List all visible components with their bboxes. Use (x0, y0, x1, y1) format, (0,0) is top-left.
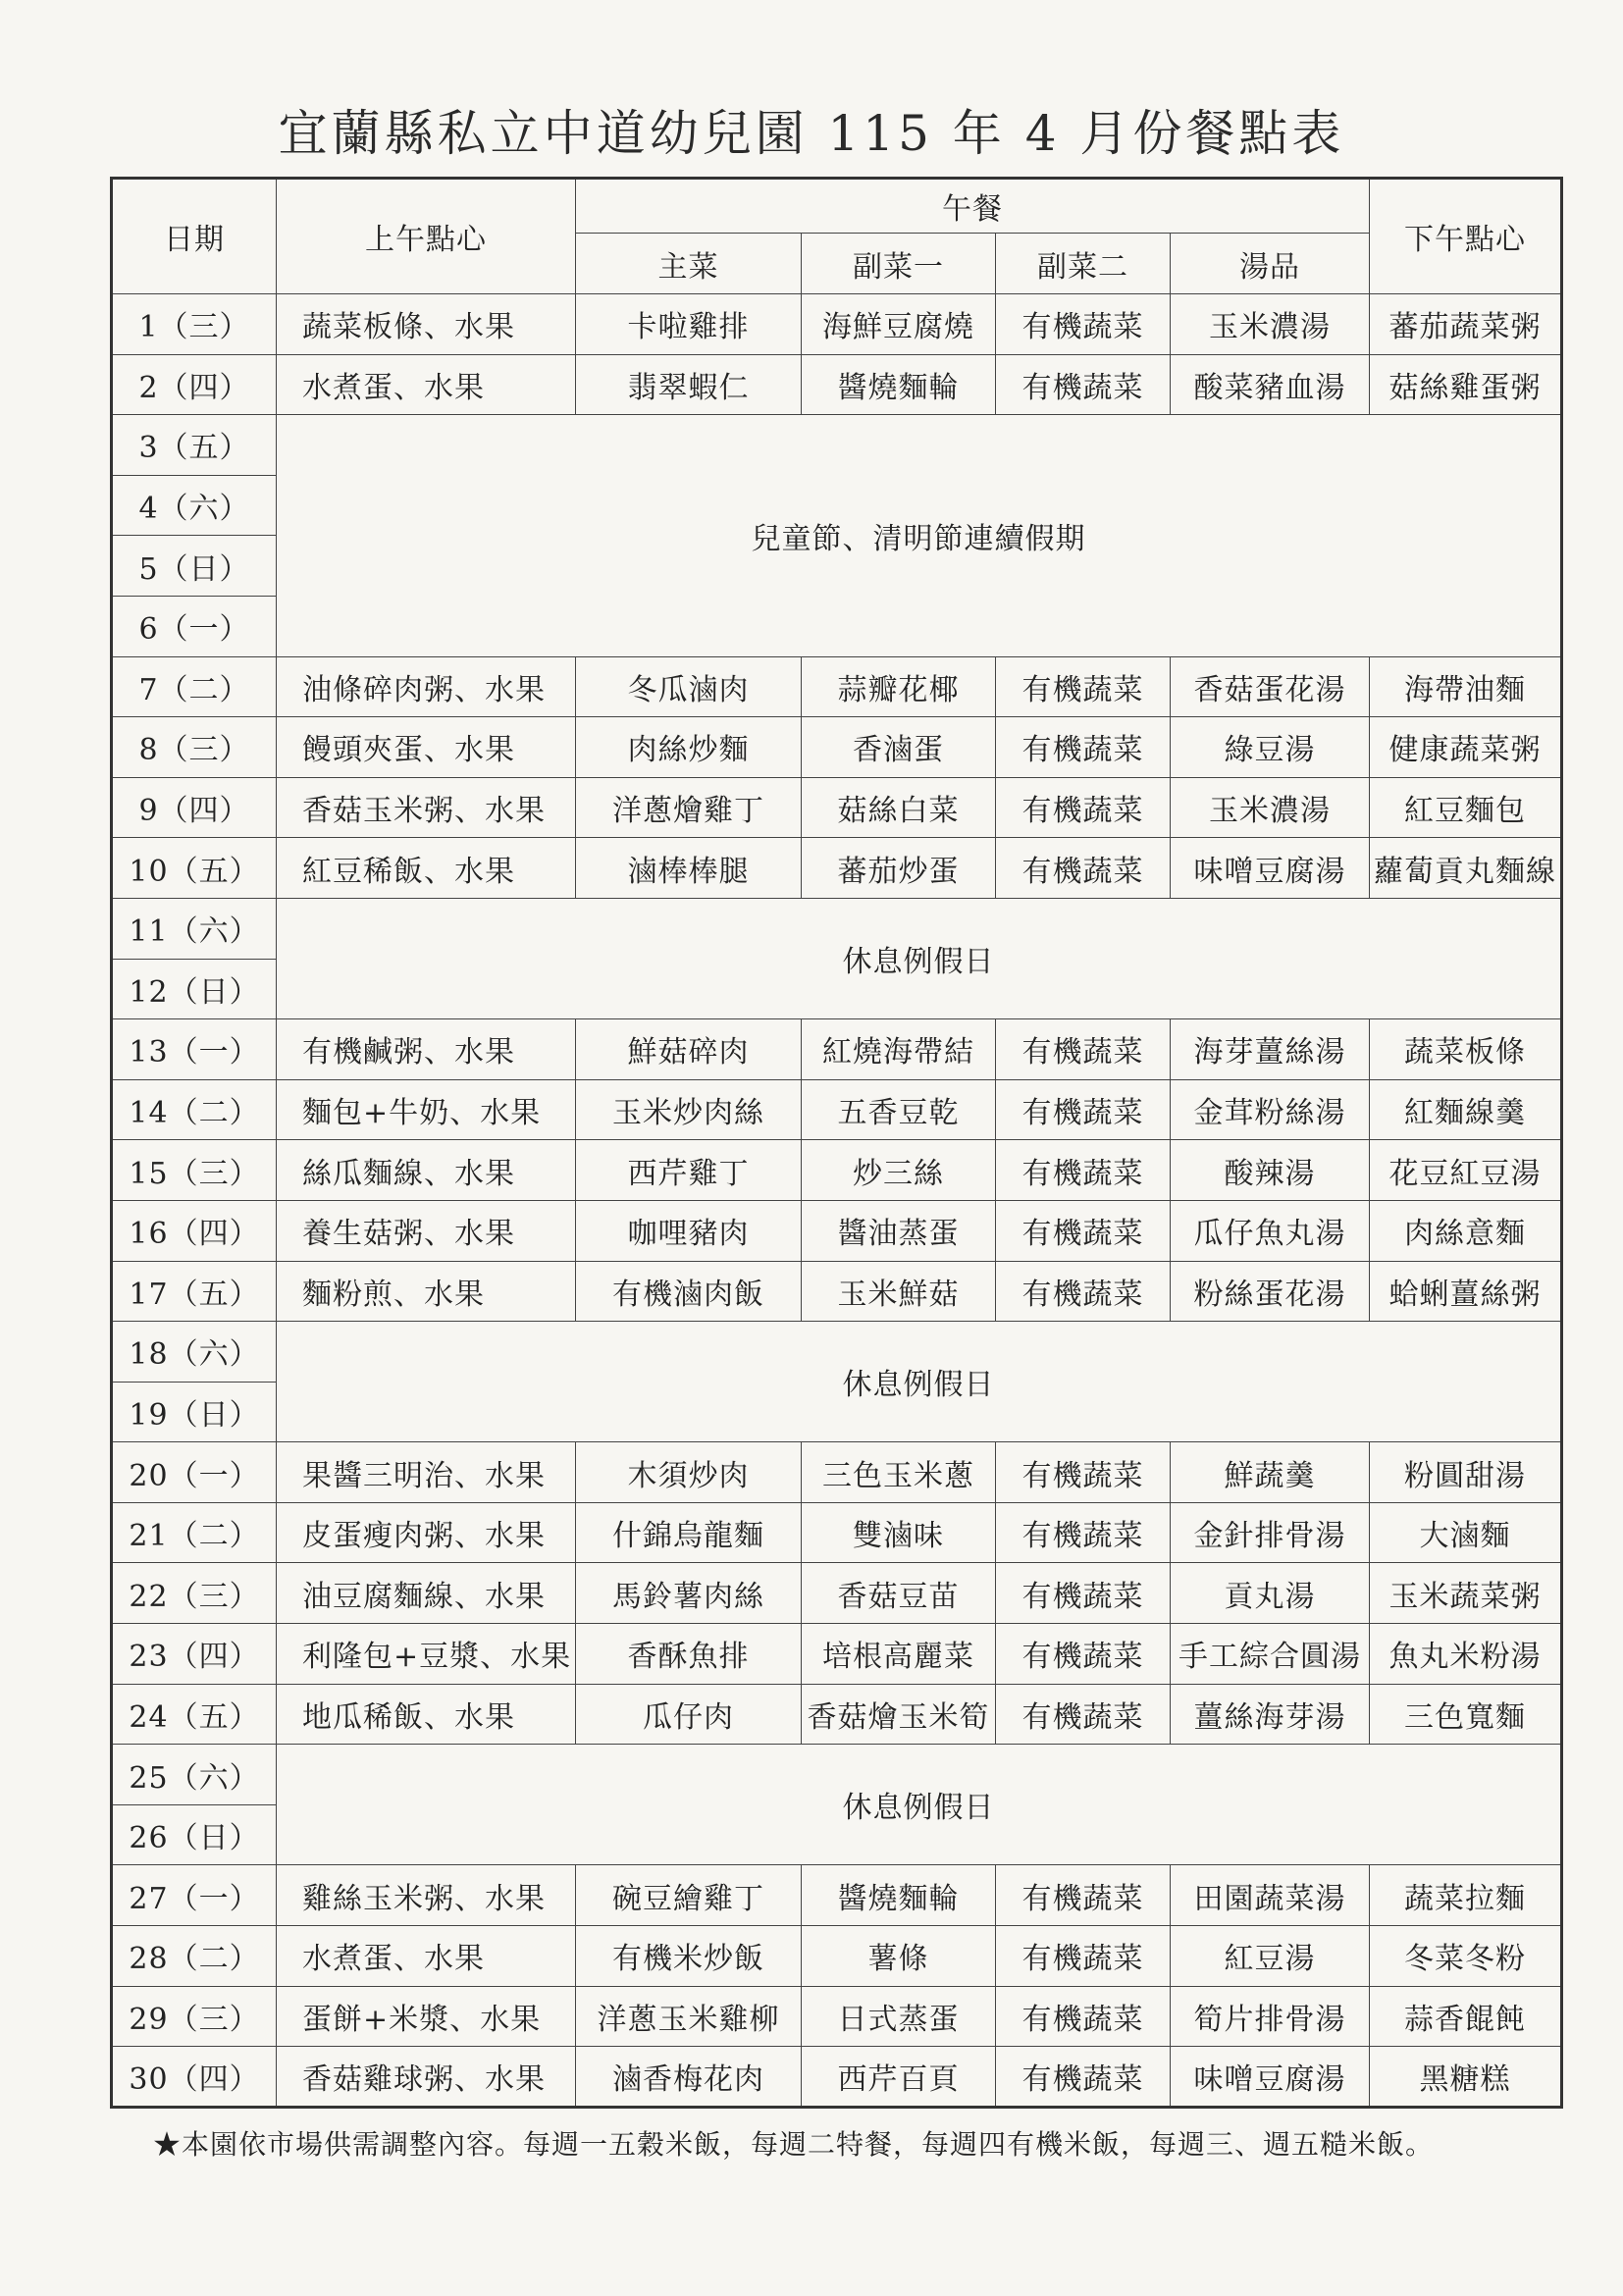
table-row (112, 1745, 1562, 1805)
soup-cell: 瓜仔魚丸湯 (1171, 1200, 1370, 1261)
main-dish-cell: 鮮菇碎肉 (576, 1019, 802, 1080)
side-dish-1-cell: 蕃茄炒蛋 (802, 838, 996, 899)
side-dish-1-cell: 蒜瓣花椰 (802, 656, 996, 717)
side-dish-1-cell: 醬燒麵輪 (802, 1865, 996, 1926)
date-cell: 8（三） (112, 717, 277, 778)
soup-cell: 酸辣湯 (1171, 1140, 1370, 1201)
date-cell: 10（五） (112, 838, 277, 899)
pm-snack-cell: 健康蔬菜粥 (1370, 717, 1562, 778)
date-cell: 2（四） (112, 354, 277, 415)
am-snack-cell: 麵粉煎、水果 (277, 1261, 576, 1322)
date-cell: 17（五） (112, 1261, 277, 1322)
date-cell: 22（三） (112, 1563, 277, 1624)
header-side1: 副菜一 (802, 234, 996, 294)
pm-snack-cell: 菇絲雞蛋粥 (1370, 354, 1562, 415)
main-dish-cell: 卡啦雞排 (576, 294, 802, 355)
am-snack-cell: 蛋餅+米漿、水果 (277, 1986, 576, 2047)
side-dish-2-cell: 有機蔬菜 (996, 1926, 1171, 1987)
soup-cell: 粉絲蛋花湯 (1171, 1261, 1370, 1322)
table-row (112, 1442, 1562, 1503)
side-dish-1-cell: 醬燒麵輪 (802, 354, 996, 415)
side-dish-2-cell: 有機蔬菜 (996, 1986, 1171, 2047)
date-cell: 29（三） (112, 1986, 277, 2047)
pm-snack-cell: 粉圓甜湯 (1370, 1442, 1562, 1503)
soup-cell: 綠豆湯 (1171, 717, 1370, 778)
pm-snack-cell: 蛤蜊薑絲粥 (1370, 1261, 1562, 1322)
table-row (112, 1079, 1562, 1140)
am-snack-cell: 養生菇粥、水果 (277, 1200, 576, 1261)
table-row (112, 294, 1562, 355)
side-dish-1-cell: 香菇燴玉米筍 (802, 1684, 996, 1745)
date-cell: 19（日） (112, 1382, 277, 1442)
table-row (112, 1502, 1562, 1563)
am-snack-cell: 利隆包+豆漿、水果 (277, 1624, 576, 1685)
main-dish-cell: 滷棒棒腿 (576, 838, 802, 899)
side-dish-1-cell: 雙滷味 (802, 1502, 996, 1563)
soup-cell: 薑絲海芽湯 (1171, 1684, 1370, 1745)
side-dish-2-cell: 有機蔬菜 (996, 1079, 1171, 1140)
am-snack-cell: 皮蛋瘦肉粥、水果 (277, 1502, 576, 1563)
pm-snack-cell: 玉米蔬菜粥 (1370, 1563, 1562, 1624)
header-main: 主菜 (576, 234, 802, 294)
main-dish-cell: 有機米炒飯 (576, 1926, 802, 1987)
side-dish-2-cell: 有機蔬菜 (996, 1019, 1171, 1080)
am-snack-cell: 麵包+牛奶、水果 (277, 1079, 576, 1140)
main-dish-cell: 瓜仔肉 (576, 1684, 802, 1745)
table-row (112, 1684, 1562, 1745)
am-snack-cell: 饅頭夾蛋、水果 (277, 717, 576, 778)
date-cell: 11（六） (112, 898, 277, 959)
side-dish-1-cell: 三色玉米蔥 (802, 1442, 996, 1503)
side-dish-2-cell: 有機蔬菜 (996, 838, 1171, 899)
soup-cell: 紅豆湯 (1171, 1926, 1370, 1987)
table-row (112, 1986, 1562, 2047)
pm-snack-cell: 蔬菜板條 (1370, 1019, 1562, 1080)
date-cell: 21（二） (112, 1502, 277, 1563)
header-lunch: 午餐 (576, 179, 1370, 234)
date-cell: 5（日） (112, 536, 277, 597)
table-row (112, 1926, 1562, 1987)
holiday-notice: 休息例假日 (277, 1322, 1562, 1442)
side-dish-1-cell: 菇絲白菜 (802, 777, 996, 838)
holiday-notice: 休息例假日 (277, 1745, 1562, 1865)
side-dish-2-cell: 有機蔬菜 (996, 777, 1171, 838)
date-cell: 18（六） (112, 1322, 277, 1383)
date-cell: 27（一） (112, 1865, 277, 1926)
main-dish-cell: 洋蔥燴雞丁 (576, 777, 802, 838)
main-dish-cell: 咖哩豬肉 (576, 1200, 802, 1261)
pm-snack-cell: 黑糖糕 (1370, 2047, 1562, 2108)
soup-cell: 筍片排骨湯 (1171, 1986, 1370, 2047)
holiday-notice: 休息例假日 (277, 898, 1562, 1018)
header-am-snack: 上午點心 (277, 179, 576, 294)
date-cell: 15（三） (112, 1140, 277, 1201)
table-row (112, 1865, 1562, 1926)
side-dish-2-cell: 有機蔬菜 (996, 1261, 1171, 1322)
soup-cell: 海芽薑絲湯 (1171, 1019, 1370, 1080)
main-dish-cell: 什錦烏龍麵 (576, 1502, 802, 1563)
soup-cell: 味噌豆腐湯 (1171, 838, 1370, 899)
main-dish-cell: 滷香梅花肉 (576, 2047, 802, 2108)
table-row (112, 1261, 1562, 1322)
side-dish-1-cell: 薯條 (802, 1926, 996, 1987)
date-cell: 14（二） (112, 1079, 277, 1140)
pm-snack-cell: 肉絲意麵 (1370, 1200, 1562, 1261)
am-snack-cell: 香菇玉米粥、水果 (277, 777, 576, 838)
soup-cell: 金針排骨湯 (1171, 1502, 1370, 1563)
am-snack-cell: 油豆腐麵線、水果 (277, 1563, 576, 1624)
date-cell: 4（六） (112, 475, 277, 536)
am-snack-cell: 果醬三明治、水果 (277, 1442, 576, 1503)
date-cell: 6（一） (112, 596, 277, 656)
soup-cell: 手工綜合圓湯 (1171, 1624, 1370, 1685)
date-cell: 13（一） (112, 1019, 277, 1080)
main-dish-cell: 西芹雞丁 (576, 1140, 802, 1201)
side-dish-1-cell: 香滷蛋 (802, 717, 996, 778)
footnote: ★本園依市場供需調整內容。每週一五穀米飯，每週二特餐，每週四有機米飯，每週三、週五糙米飯。 (153, 2128, 1435, 2161)
soup-cell: 鮮蔬羹 (1171, 1442, 1370, 1503)
am-snack-cell: 紅豆稀飯、水果 (277, 838, 576, 899)
soup-cell: 香菇蛋花湯 (1171, 656, 1370, 717)
date-cell: 16（四） (112, 1200, 277, 1261)
side-dish-2-cell: 有機蔬菜 (996, 2047, 1171, 2108)
table-row (112, 1322, 1562, 1383)
main-dish-cell: 馬鈴薯肉絲 (576, 1563, 802, 1624)
main-dish-cell: 香酥魚排 (576, 1624, 802, 1685)
am-snack-cell: 油條碎肉粥、水果 (277, 656, 576, 717)
am-snack-cell: 香菇雞球粥、水果 (277, 2047, 576, 2108)
pm-snack-cell: 大滷麵 (1370, 1502, 1562, 1563)
date-cell: 30（四） (112, 2047, 277, 2108)
am-snack-cell: 水煮蛋、水果 (277, 354, 576, 415)
table-row (112, 1624, 1562, 1685)
pm-snack-cell: 蔬菜拉麵 (1370, 1865, 1562, 1926)
pm-snack-cell: 冬菜冬粉 (1370, 1926, 1562, 1987)
side-dish-1-cell: 日式蒸蛋 (802, 1986, 996, 2047)
main-dish-cell: 木須炒肉 (576, 1442, 802, 1503)
date-cell: 28（二） (112, 1926, 277, 1987)
pm-snack-cell: 花豆紅豆湯 (1370, 1140, 1562, 1201)
table-row (112, 898, 1562, 959)
side-dish-2-cell: 有機蔬菜 (996, 1502, 1171, 1563)
main-dish-cell: 碗豆繪雞丁 (576, 1865, 802, 1926)
table-row (112, 656, 1562, 717)
date-cell: 1（三） (112, 294, 277, 355)
date-cell: 12（日） (112, 959, 277, 1019)
side-dish-2-cell: 有機蔬菜 (996, 1442, 1171, 1503)
soup-cell: 金茸粉絲湯 (1171, 1079, 1370, 1140)
soup-cell: 味噌豆腐湯 (1171, 2047, 1370, 2108)
date-cell: 20（一） (112, 1442, 277, 1503)
side-dish-2-cell: 有機蔬菜 (996, 294, 1171, 355)
soup-cell: 酸菜豬血湯 (1171, 354, 1370, 415)
am-snack-cell: 有機鹹粥、水果 (277, 1019, 576, 1080)
main-dish-cell: 有機滷肉飯 (576, 1261, 802, 1322)
side-dish-2-cell: 有機蔬菜 (996, 1865, 1171, 1926)
table-row (112, 354, 1562, 415)
side-dish-2-cell: 有機蔬菜 (996, 1624, 1171, 1685)
header-pm-snack: 下午點心 (1370, 179, 1562, 294)
table-row (112, 1140, 1562, 1201)
side-dish-2-cell: 有機蔬菜 (996, 1684, 1171, 1745)
date-cell: 24（五） (112, 1684, 277, 1745)
table-row (112, 1200, 1562, 1261)
table-row (112, 415, 1562, 476)
soup-cell: 田園蔬菜湯 (1171, 1865, 1370, 1926)
am-snack-cell: 地瓜稀飯、水果 (277, 1684, 576, 1745)
main-dish-cell: 玉米炒肉絲 (576, 1079, 802, 1140)
pm-snack-cell: 魚丸米粉湯 (1370, 1624, 1562, 1685)
side-dish-1-cell: 香菇豆苗 (802, 1563, 996, 1624)
side-dish-2-cell: 有機蔬菜 (996, 656, 1171, 717)
side-dish-2-cell: 有機蔬菜 (996, 354, 1171, 415)
soup-cell: 玉米濃湯 (1171, 777, 1370, 838)
main-dish-cell: 肉絲炒麵 (576, 717, 802, 778)
pm-snack-cell: 海帶油麵 (1370, 656, 1562, 717)
main-dish-cell: 冬瓜滷肉 (576, 656, 802, 717)
pm-snack-cell: 紅豆麵包 (1370, 777, 1562, 838)
soup-cell: 玉米濃湯 (1171, 294, 1370, 355)
am-snack-cell: 雞絲玉米粥、水果 (277, 1865, 576, 1926)
page-title: 宜蘭縣私立中道幼兒園 115 年 4 月份餐點表 (278, 105, 1345, 162)
holiday-notice: 兒童節、清明節連續假期 (277, 415, 1562, 656)
pm-snack-cell: 紅麵線羹 (1370, 1079, 1562, 1140)
side-dish-2-cell: 有機蔬菜 (996, 717, 1171, 778)
am-snack-cell: 水煮蛋、水果 (277, 1926, 576, 1987)
side-dish-1-cell: 五香豆乾 (802, 1079, 996, 1140)
main-dish-cell: 翡翠蝦仁 (576, 354, 802, 415)
table-row (112, 1019, 1562, 1080)
side-dish-2-cell: 有機蔬菜 (996, 1140, 1171, 1201)
side-dish-1-cell: 紅燒海帶結 (802, 1019, 996, 1080)
header-soup: 湯品 (1171, 234, 1370, 294)
header-side2: 副菜二 (996, 234, 1171, 294)
side-dish-1-cell: 海鮮豆腐燒 (802, 294, 996, 355)
am-snack-cell: 絲瓜麵線、水果 (277, 1140, 576, 1201)
side-dish-1-cell: 炒三絲 (802, 1140, 996, 1201)
pm-snack-cell: 蒜香餛飩 (1370, 1986, 1562, 2047)
side-dish-1-cell: 醬油蒸蛋 (802, 1200, 996, 1261)
side-dish-1-cell: 玉米鮮菇 (802, 1261, 996, 1322)
header-date: 日期 (112, 179, 277, 294)
side-dish-1-cell: 培根高麗菜 (802, 1624, 996, 1685)
date-cell: 23（四） (112, 1624, 277, 1685)
am-snack-cell: 蔬菜板條、水果 (277, 294, 576, 355)
date-cell: 3（五） (112, 415, 277, 476)
side-dish-1-cell: 西芹百頁 (802, 2047, 996, 2108)
table-row (112, 717, 1562, 778)
date-cell: 7（二） (112, 656, 277, 717)
table-row (112, 1563, 1562, 1624)
date-cell: 25（六） (112, 1745, 277, 1805)
side-dish-2-cell: 有機蔬菜 (996, 1563, 1171, 1624)
table-row (112, 777, 1562, 838)
table-row (112, 838, 1562, 899)
table-row (112, 2047, 1562, 2108)
pm-snack-cell: 三色寬麵 (1370, 1684, 1562, 1745)
date-cell: 26（日） (112, 1804, 277, 1865)
date-cell: 9（四） (112, 777, 277, 838)
pm-snack-cell: 蕃茄蔬菜粥 (1370, 294, 1562, 355)
pm-snack-cell: 蘿蔔貢丸麵線 (1370, 838, 1562, 899)
side-dish-2-cell: 有機蔬菜 (996, 1200, 1171, 1261)
meal-table (110, 177, 1563, 2109)
main-dish-cell: 洋蔥玉米雞柳 (576, 1986, 802, 2047)
soup-cell: 貢丸湯 (1171, 1563, 1370, 1624)
